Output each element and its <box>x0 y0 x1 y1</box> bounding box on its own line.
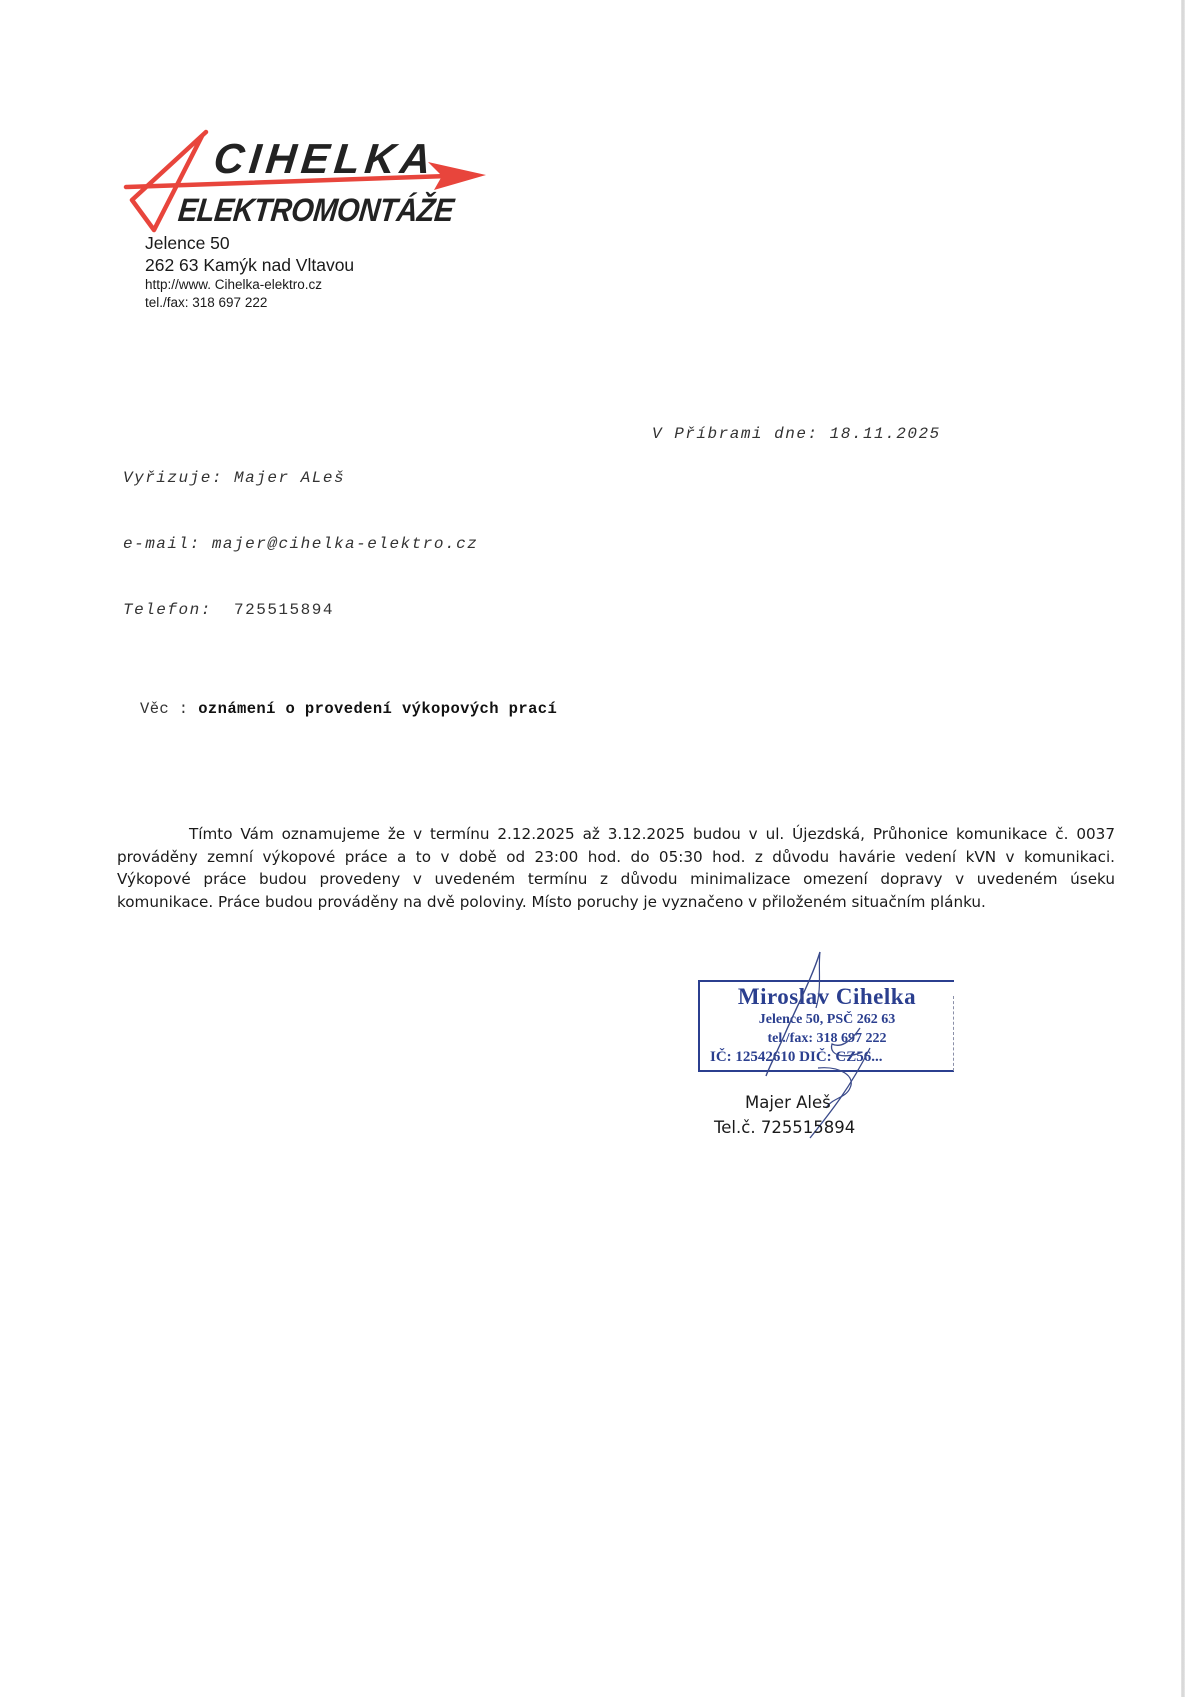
signatory-block <box>714 1090 855 1140</box>
address-street: Jelence 50 <box>145 233 230 253</box>
handler-value: Majer ALeš <box>234 469 346 487</box>
body-line: prováděny zemní výkopové práce a to v době od 23:00 hod. do 05:30 hod. z důvodu havárie vedení kVN v komunikaci. <box>117 847 1115 866</box>
place-label: V Příbrami dne: <box>652 425 819 443</box>
body-line: komunikace. Práce budou prováděny na dvě poloviny. Místo poruchy je vyznačeno v přiloženém situačním plánku. <box>117 892 986 911</box>
company-address <box>145 232 354 312</box>
contact-block <box>123 423 478 643</box>
logo-text-cihelka: CIHELKA <box>211 135 439 182</box>
handler-label: Vyřizuje: <box>123 469 223 487</box>
scan-page-edge <box>1181 0 1185 1697</box>
phone-label: Telefon: <box>123 601 212 619</box>
email-label: e-mail: <box>123 535 201 553</box>
address-telfax: tel./fax: 318 697 222 <box>145 295 268 310</box>
letter-body <box>117 823 1115 913</box>
phone-row <box>123 599 478 621</box>
stamp-address: Jelence 50, PSČ 262 63 <box>758 1012 896 1027</box>
signatory-name: Majer Aleš <box>745 1093 831 1112</box>
body-line: Výkopové práce budou provedeny v uvedeném termínu z důvodu minimalizace omezení dopravy v uvedeném úseku <box>117 870 1115 888</box>
phone-value: 725515894 <box>234 601 334 619</box>
email-row <box>123 533 478 555</box>
date-line <box>652 423 941 445</box>
signatory-phone: Tel.č. 725515894 <box>714 1118 856 1137</box>
subject-label: Věc : <box>140 700 189 718</box>
stamp-ids: IČ: 12542610 DIČ: CZ56... <box>710 1049 883 1065</box>
email-value: majer@cihelka-elektro.cz <box>211 535 479 553</box>
letter-date: 18.11.2025 <box>829 425 941 443</box>
stamp-telfax: tel./fax: 318 697 222 <box>767 1031 887 1046</box>
address-web: http://www. Cihelka-elektro.cz <box>145 277 323 292</box>
stamp-name: Miroslav Cihelka <box>737 984 917 1009</box>
stamp-border-fragment <box>953 996 954 1071</box>
body-line: Tímto Vám oznamujeme že v termínu 2.12.2025 až 3.12.2025 budou v ul. Újezdská, Průhonice komunikace č. 0037 <box>189 825 1115 843</box>
address-city: 262 63 Kamýk nad Vltavou <box>145 255 355 275</box>
company-logo <box>118 124 498 234</box>
subject-line <box>140 700 557 718</box>
handler-row <box>123 467 478 489</box>
logo-text-elektromontaze: ELEKTROMONTÁŽE <box>176 192 456 229</box>
subject-text: oznámení o provedení výkopových prací <box>198 700 558 718</box>
